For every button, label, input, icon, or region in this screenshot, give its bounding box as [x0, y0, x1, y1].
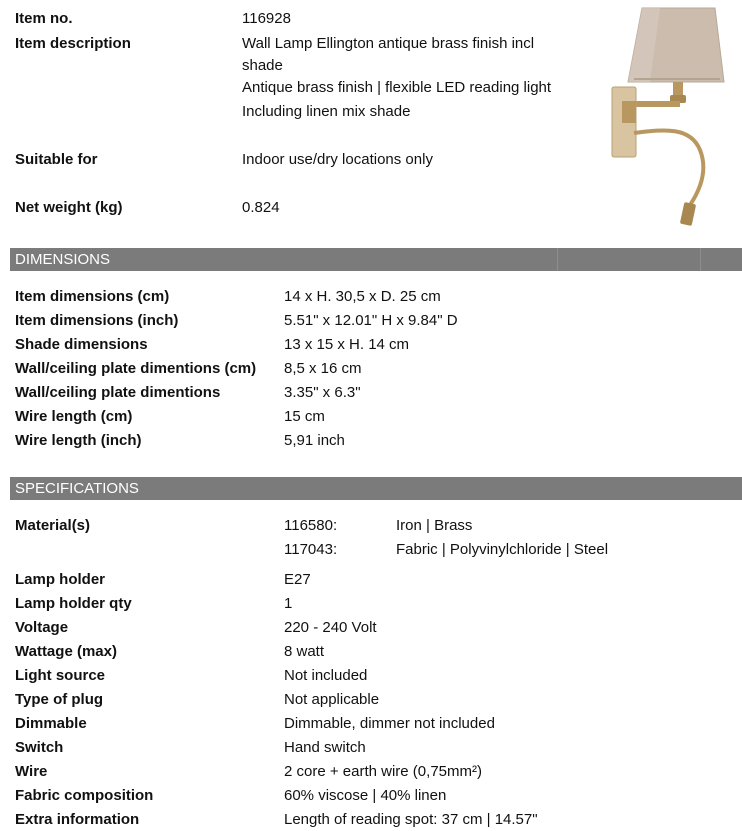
material-value: Iron | Brass [396, 517, 473, 534]
spec-value: Length of reading spot: 37 cm | 14.57" [284, 811, 538, 828]
spec-label: Type of plug [15, 691, 104, 708]
dimension-label: Wire length (cm) [15, 408, 133, 425]
material-code: 117043: [284, 541, 338, 558]
dimension-value: 3.35" x 6.3" [284, 384, 361, 401]
net-weight-value: 0.824 [242, 199, 280, 216]
dimension-value: 15 cm [284, 408, 325, 425]
materials-label: Material(s) [15, 517, 91, 534]
spec-label: Switch [15, 739, 64, 756]
spec-value: 8 watt [284, 643, 325, 660]
dimension-value: 13 x 15 x H. 14 cm [284, 336, 410, 353]
spec-value: 220 - 240 Volt [284, 619, 377, 636]
spec-label: Fabric composition [15, 787, 154, 804]
item-no-value: 116928 [242, 10, 291, 27]
spec-label: Wire [15, 763, 48, 780]
net-weight-label: Net weight (kg) [15, 199, 123, 216]
dimension-label: Item dimensions (inch) [15, 312, 179, 329]
specifications-header [10, 477, 742, 500]
item-no-label: Item no. [15, 10, 73, 27]
material-value: Fabric | Polyvinylchloride | Steel [396, 541, 609, 558]
spec-value: Hand switch [284, 739, 366, 756]
product-image [600, 5, 730, 230]
spec-value: Not included [284, 667, 368, 684]
item-description-line: Including linen mix shade [242, 103, 411, 120]
spec-value: Dimmable, dimmer not included [284, 715, 495, 732]
spec-value: 1 [284, 595, 293, 612]
spec-value: E27 [284, 571, 311, 588]
item-description-line: shade [242, 57, 283, 74]
band-divider [700, 248, 701, 271]
dimension-label: Wire length (inch) [15, 432, 142, 449]
spec-label: Voltage [15, 619, 69, 636]
suitable-for-label: Suitable for [15, 151, 98, 168]
dimension-value: 5.51" x 12.01" H x 9.84" D [284, 312, 458, 329]
spec-value: 60% viscose | 40% linen [284, 787, 447, 804]
dimensions-header [10, 248, 742, 271]
dimension-label: Wall/ceiling plate dimentions (cm) [15, 360, 257, 377]
band-divider [557, 248, 558, 271]
dimensions-title: DIMENSIONS [15, 251, 111, 268]
spec-value: Not applicable [284, 691, 380, 708]
spec-label: Light source [15, 667, 106, 684]
spec-label: Wattage (max) [15, 643, 117, 660]
item-description-line: Wall Lamp Ellington antique brass finish incl [242, 35, 535, 52]
spec-label: Lamp holder [15, 571, 106, 588]
dimension-value: 5,91 inch [284, 432, 345, 449]
dimension-label: Item dimensions (cm) [15, 288, 170, 305]
item-description-line: Antique brass finish | flexible LED reading light [242, 79, 552, 96]
spec-value: 2 core + earth wire (0,75mm²) [284, 763, 482, 780]
material-code: 116580: [284, 517, 338, 534]
dimension-value: 14 x H. 30,5 x D. 25 cm [284, 288, 441, 305]
spec-label: Extra information [15, 811, 140, 828]
specifications-title: SPECIFICATIONS [15, 480, 139, 497]
dimension-label: Shade dimensions [15, 336, 148, 353]
dimension-value: 8,5 x 16 cm [284, 360, 362, 377]
spec-label: Dimmable [15, 715, 87, 732]
item-description-label: Item description [15, 35, 131, 52]
suitable-for-value: Indoor use/dry locations only [242, 151, 433, 168]
spec-label: Lamp holder qty [15, 595, 132, 612]
dimension-label: Wall/ceiling plate dimentions [15, 384, 221, 401]
